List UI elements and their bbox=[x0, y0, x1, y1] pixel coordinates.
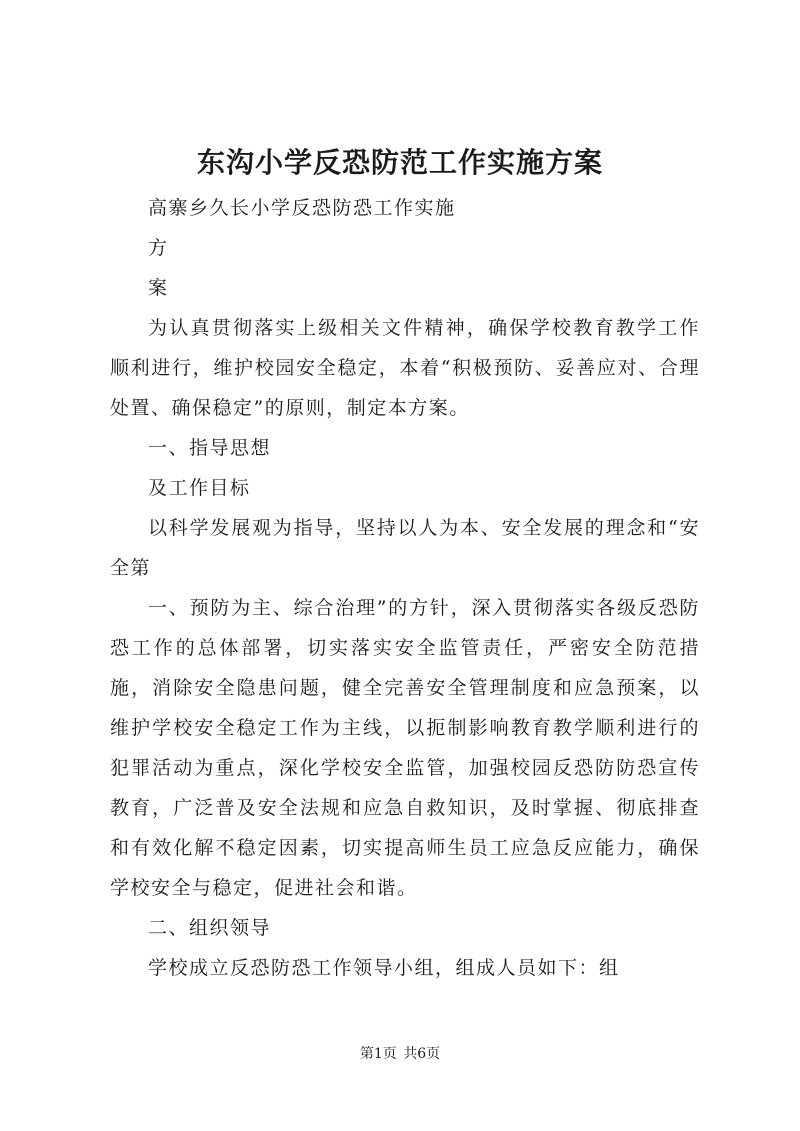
paragraph-subtitle-char-1: 方 bbox=[148, 237, 169, 259]
paragraph-intro: 为认真贯彻落实上级相关文件精神，确保学校教育教学工作顺利进行，维护校园安全稳定，本着“积极预防、妥善应对、合理处置、确保稳定”的原则，制定本方案。 bbox=[110, 317, 700, 419]
page-total: 共6页 bbox=[403, 1046, 441, 1062]
paragraph-guiding: 以科学发展观为指导，坚持以人为本、安全发展的理念和“安全第 bbox=[110, 517, 700, 579]
section-heading-1-cont: 及工作目标 bbox=[148, 477, 251, 499]
section-heading-2: 二、组织领导 bbox=[148, 917, 272, 939]
section-heading-1: 一、指导思想 bbox=[148, 437, 272, 459]
page-footer bbox=[0, 1044, 800, 1064]
paragraph-subtitle-line: 高寨乡久长小学反恐防恐工作实施 bbox=[148, 197, 456, 219]
paragraph-subtitle-char-2: 案 bbox=[148, 277, 169, 299]
paragraph-leadership: 学校成立反恐防恐工作领导小组，组成人员如下：组 bbox=[148, 957, 620, 979]
document-title: 东沟小学反恐防范工作实施方案 bbox=[196, 146, 603, 179]
paragraph-guiding-cont: 一、预防为主、综合治理”的方针，深入贯彻落实各级反恐防恐工作的总体部署，切实落实安全监管责任，严密安全防范措施，消除安全隐患问题，健全完善安全管理制度和应急预案，以维护学校安全稳定工作为主线，以扼制影响教育教学顺利进行的犯罪活动为重点，深化学校安全监管，加强校园反恐防防恐宣传教育，广泛普及安全法规和应急自救知识，及时掌握、彻底排查和有效化解不稳定因素，切实提高师生员工应急反应能力，确保学校安全与稳定，促进社会和谐。 bbox=[110, 597, 700, 899]
page-number: 第1页 bbox=[359, 1046, 397, 1062]
document-body bbox=[110, 188, 700, 988]
